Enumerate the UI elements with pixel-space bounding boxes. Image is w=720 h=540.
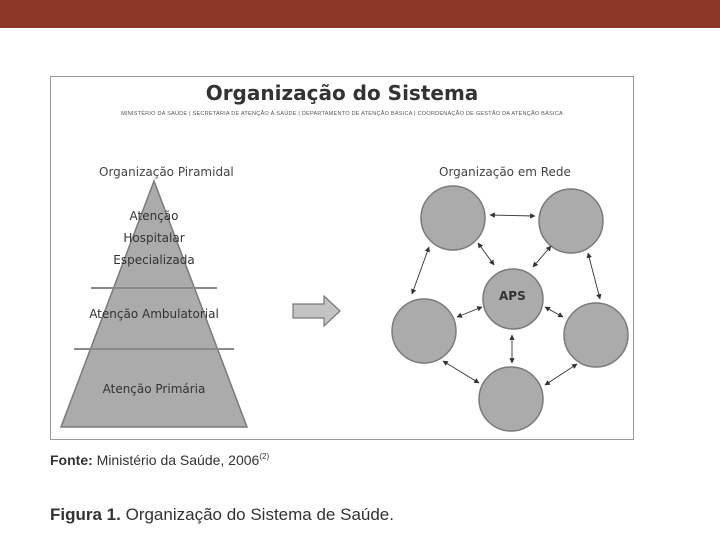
pyramid-tier-bottom: [74, 378, 234, 400]
arrow-topleft-left: [412, 247, 429, 294]
pyramid-heading: Organização Piramidal: [99, 165, 234, 179]
network-node-right: [564, 303, 628, 367]
pyramid-tier-middle: [74, 303, 234, 325]
caption-prefix: Figura 1.: [50, 505, 121, 524]
network-heading: Organização em Rede: [439, 165, 571, 179]
network-node-top-right: [539, 189, 603, 253]
header-bar: [0, 0, 720, 28]
arrow-right-bottom: [545, 364, 577, 385]
figure-subtitle: MINISTÉRIO DA SAÚDE | SECRETARIA DE ATENÇÃO À SAÚDE | DEPARTAMENTO DE ATENÇÃO BÁSICA | COORDENAÇÃO DE GESTÃO DA ATENÇÃO BÁSICA: [121, 111, 563, 117]
tier-top-line-3: Especializada: [113, 253, 195, 267]
source-note: [50, 452, 269, 468]
pyramid-tier-top: [94, 205, 214, 271]
caption-text: Organização do Sistema de Saúde.: [125, 505, 394, 524]
figure-title: Organização do Sistema: [205, 81, 479, 105]
arrow-center-right: [545, 307, 563, 317]
network-node-bottom: [479, 367, 543, 431]
tier-top-line-2: Hospitalar: [123, 231, 185, 245]
arrow-left-bottom: [443, 361, 479, 383]
source-ref: (2): [259, 452, 270, 461]
arrow-topleft-center: [478, 243, 494, 265]
arrow-topleft-topright: [490, 215, 535, 216]
arrow-center-left: [457, 307, 482, 317]
network-node-top-left: [421, 186, 485, 250]
figure-panel: [50, 76, 634, 440]
arrow-topright-center: [533, 246, 551, 267]
source-text: Ministério da Saúde, 2006: [96, 452, 260, 468]
aps-label: APS: [499, 289, 526, 303]
arrow-topright-right: [588, 253, 600, 299]
tier-top-line-1: Atenção: [129, 209, 179, 223]
network-node-left: [392, 299, 456, 363]
tier-middle-line-1: Atenção Ambulatorial: [89, 307, 219, 321]
figure-caption: [50, 505, 394, 525]
transition-arrow: [293, 296, 340, 326]
tier-bottom-line-1: Atenção Primária: [102, 382, 206, 396]
source-prefix: Fonte:: [50, 452, 93, 468]
